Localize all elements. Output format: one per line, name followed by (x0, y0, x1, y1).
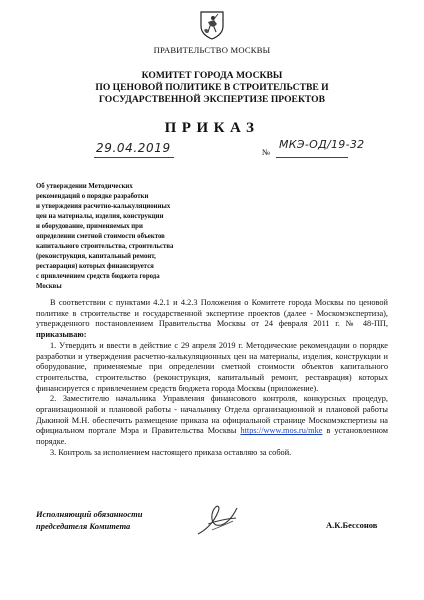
committee-name-line-1: КОМИТЕТ ГОРОДА МОСКВЫ (141, 70, 283, 81)
item-2-tail: в установленном порядке. (36, 426, 388, 447)
intro-order-word: приказываю: (36, 330, 87, 340)
order-item-2 (36, 394, 388, 448)
order-number-label: № (262, 147, 271, 157)
document-type-title: ПРИКАЗ (164, 120, 260, 136)
order-date: 29.04.2019 (96, 141, 171, 155)
intro-paragraph (36, 298, 388, 341)
number-underline (276, 157, 348, 158)
committee-name-line-2: ПО ЦЕНОВОЙ ПОЛИТИКЕ В СТРОИТЕЛЬСТВЕ И (95, 82, 329, 93)
signatory-name: А.К.Бессонов (326, 520, 378, 530)
signatory-title-line-2: председателя Комитета (36, 521, 131, 531)
committee-name-line-3: ГОСУДАРСТВЕННОЙ ЭКСПЕРТИЗЕ ПРОЕКТОВ (98, 94, 326, 105)
government-name: ПРАВИТЕЛЬСТВО МОСКВЫ (153, 45, 271, 55)
date-underline (94, 157, 174, 158)
signatory-title-line-1: Исполняющий обязанности (36, 509, 143, 519)
item-2-text: 2. Заместителю начальника Управления финансового контроля, конкурсных процедур, организационной и плановой работы - начальнику Отдела организационной и плановой работы Дыкиной М.Н. обеспечить размещение приказа на официальной странице Москомэкспертизы на официальном портале Мэра и Правительства Москвы (36, 394, 388, 436)
order-item-3: 3. Контроль за исполнением настоящего приказа оставляю за собой. (50, 447, 292, 457)
order-item-1: 1. Утвердить и ввести в действие с 29 апреля 2019 г. Методические рекомендации о порядке разработки и утверждения расчетно-калькуляционных цен на материалы, изделия, конструкции и оборудование, применяемые при определении сметной стоимости объектов капитального строительства, строительство (реконструкция, капитальный ремонт, реставрация) которых финансируется с привлечением средств бюджета города Москвы (приложение). (36, 340, 388, 393)
signatory-title (36, 508, 143, 532)
handwritten-signature (192, 500, 244, 540)
mos-ru-link[interactable]: https://www.mos.ru/mke (240, 426, 323, 436)
order-subject: Об утверждении Методических рекомендаций о порядке разработки и утверждения расчетно-калькуляционных цен на материалы, изделия, конструкции и оборудование, применяемых при определении сметной стоимости объектов капитального строительства, строительства (реконструкция, капитальный ремонт, реставрация) которых финансируется с привлечением средств бюджета города Москвы (36, 183, 174, 290)
intro-text: В соответствии с пунктами 4.2.1 и 4.2.3 Положения о Комитете города Москвы по ценовой политике в строительстве и государственной экспертизе проектов (далее - Москомэкспертиза), утвержденного постановлением Правительства Москвы от 24 февраля 2011 г. № 48-ПП, (36, 298, 388, 329)
order-body (36, 298, 388, 459)
order-number: МКЭ-ОД/19-32 (279, 138, 365, 151)
coat-of-arms-icon (199, 10, 225, 40)
